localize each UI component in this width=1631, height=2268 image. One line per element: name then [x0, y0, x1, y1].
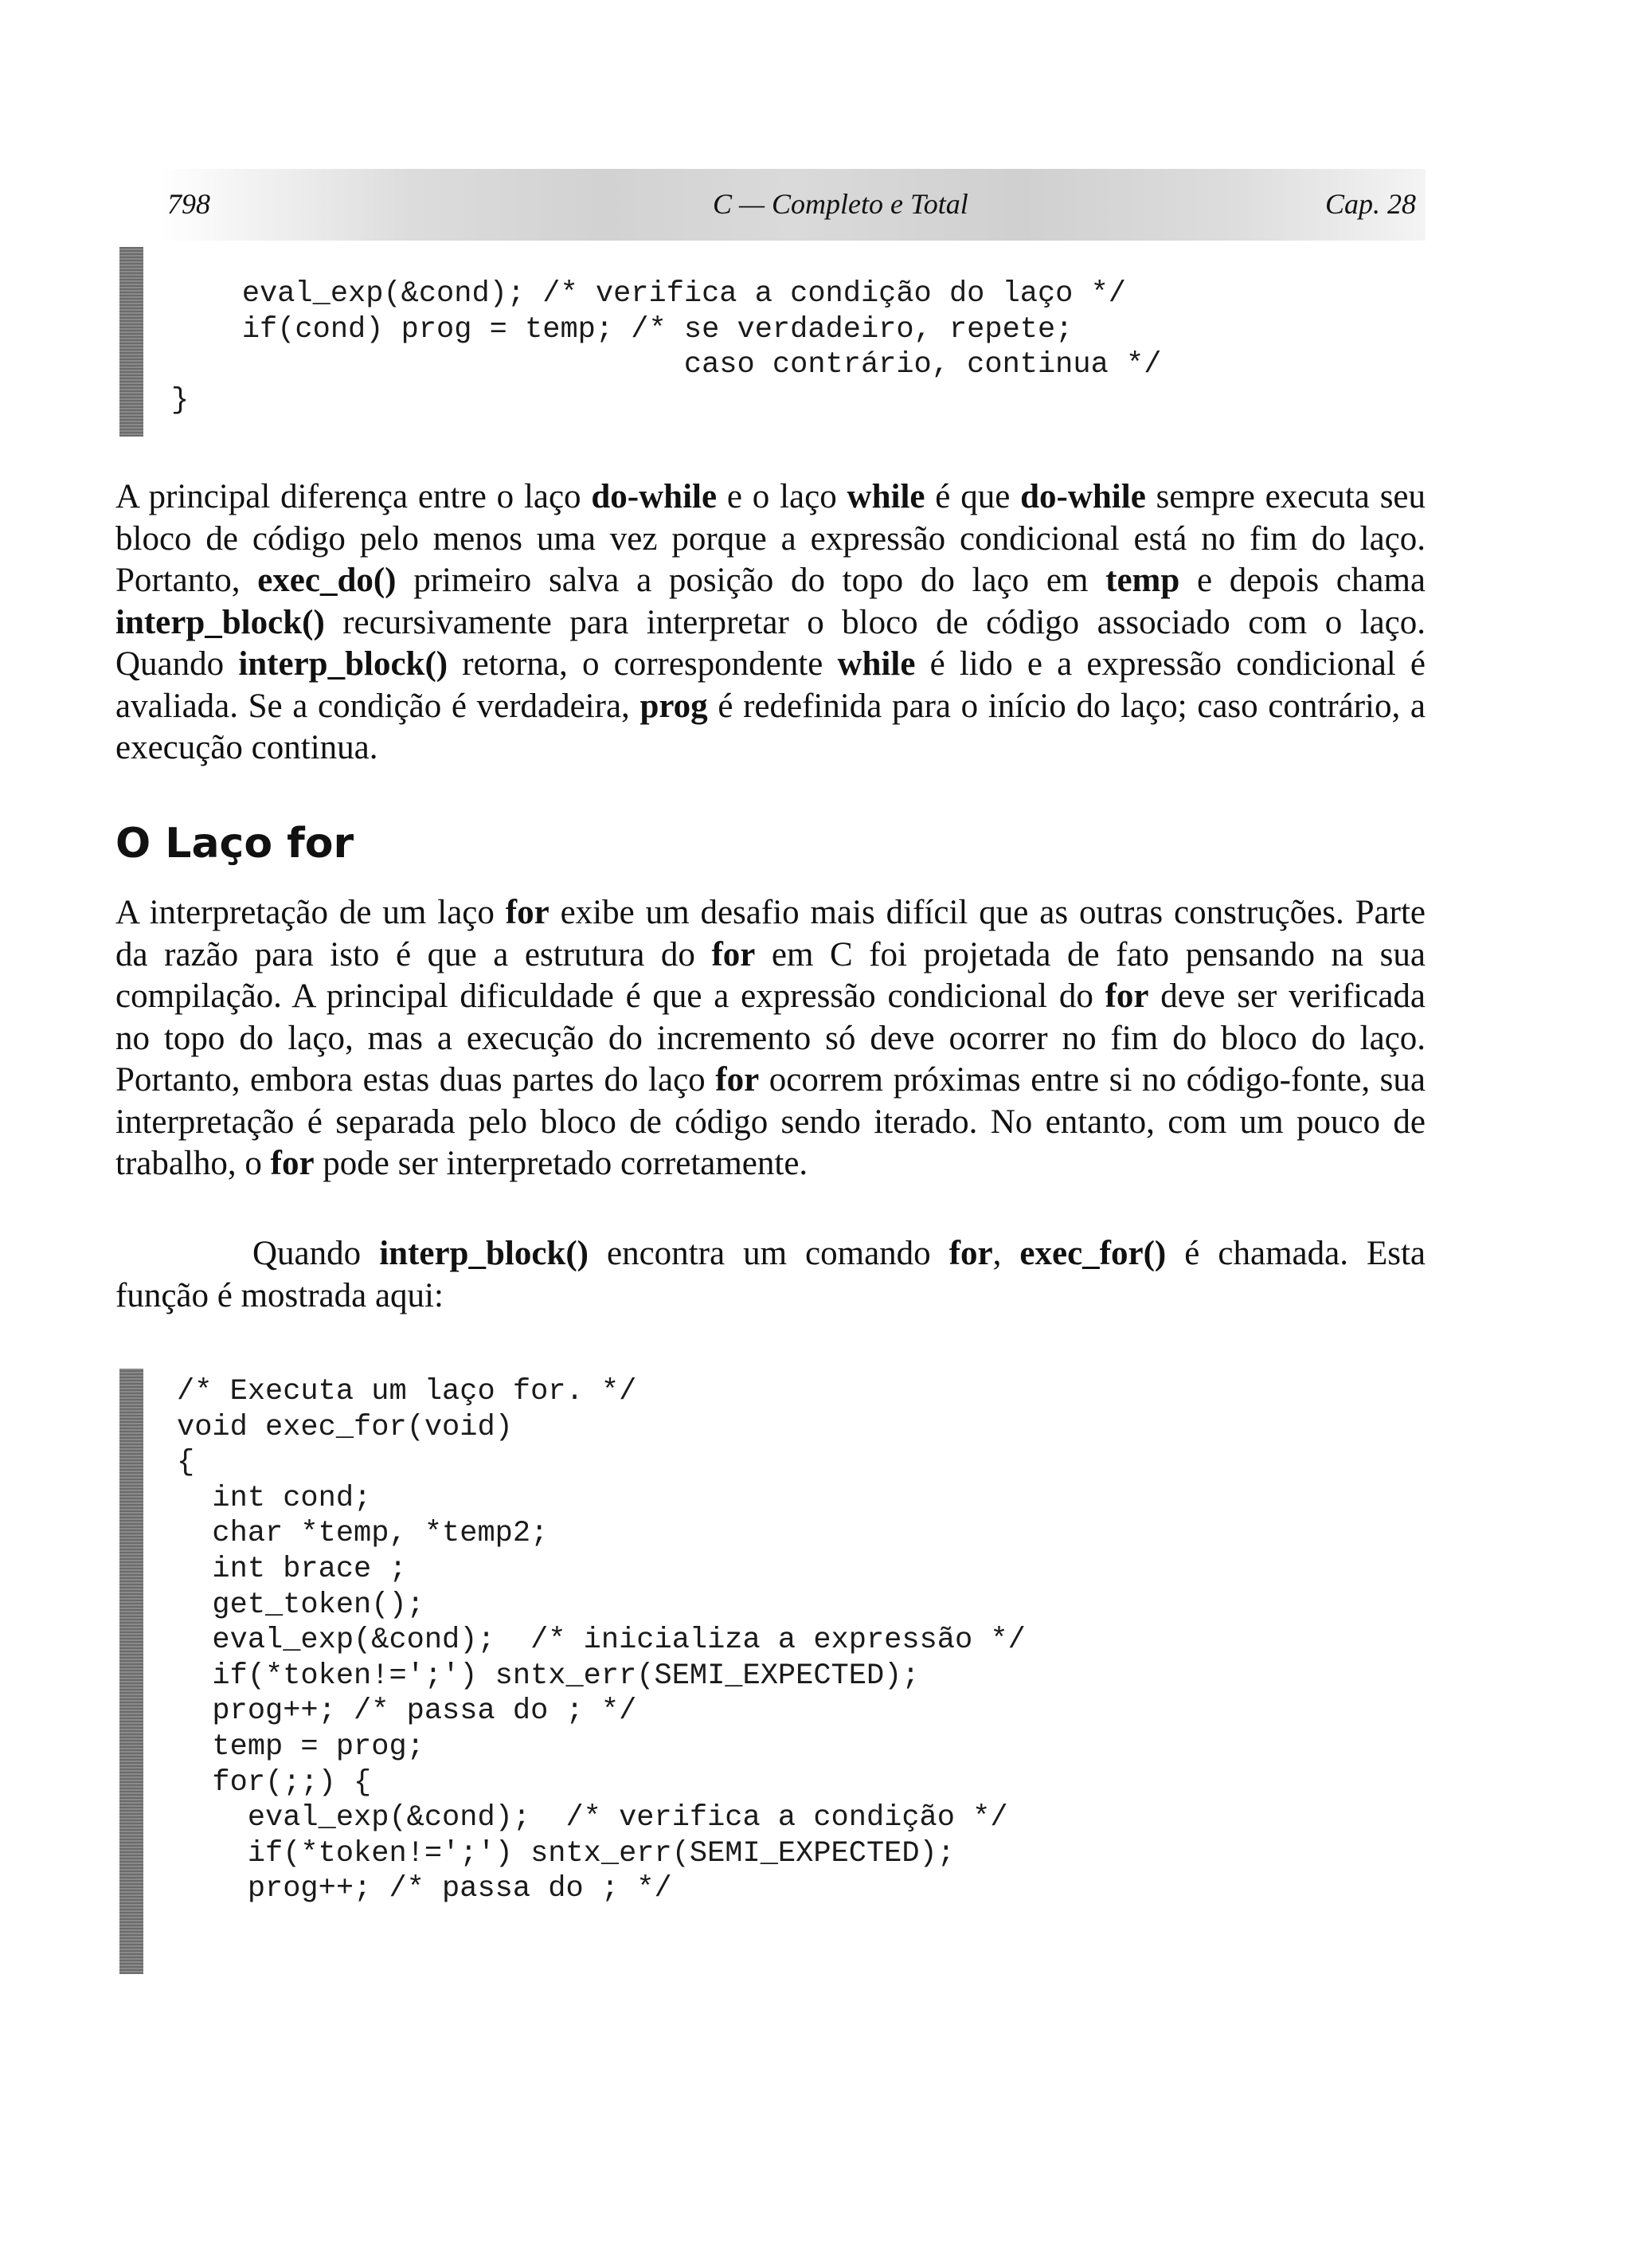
book-title: C — Completo e Total: [713, 188, 968, 220]
text-run: ocorrem próximas entre si no código-fonte, sua interpretação é separada pelo bloco de código sendo iterado. No entanto, com um pouco de trabalho, o: [115, 1061, 1426, 1182]
text-run: e depois chama: [1179, 562, 1426, 599]
code-line: eval_exp(&cond); /* verifica a condição do laço */: [171, 277, 1126, 311]
bold-term: exec_for(): [1019, 1235, 1167, 1272]
text-run: deve ser verificada no topo do laço, mas a execução do incremento só deve ocorrer no fim do bloco do laço. Portanto, embora estas duas partes do laço: [115, 977, 1426, 1099]
text-run: retorna, o correspondente: [448, 645, 838, 683]
text-run: e o laço: [717, 478, 847, 515]
text-run: é que: [925, 478, 1021, 515]
text-run: é chamada. Esta função é mostrada aqui:: [115, 1235, 1426, 1314]
bold-term: for: [270, 1145, 315, 1182]
code-line: }: [171, 383, 190, 417]
code-margin-bar: [119, 247, 143, 437]
code-line: if(*token!=';') sntx_err(SEMI_EXPECTED);: [177, 1836, 955, 1870]
bold-term: for: [711, 935, 756, 973]
section-heading: O Laço for: [115, 820, 354, 868]
bold-term: while: [847, 478, 925, 515]
code-line: int cond;: [177, 1481, 372, 1515]
code-block-exec-for: [177, 1374, 1026, 1907]
code-line: eval_exp(&cond); /* verifica a condição */: [177, 1801, 1008, 1835]
code-line: /* Executa um laço for. */: [177, 1375, 637, 1408]
code-line: int brace ;: [177, 1552, 407, 1586]
text-run: pode ser interpretado corretamente.: [314, 1145, 808, 1182]
chapter-label: Cap. 28: [1324, 188, 1416, 220]
code-line: get_token();: [177, 1588, 424, 1622]
bold-term: while: [837, 645, 916, 683]
paragraph-exec-for: [115, 1233, 1426, 1317]
bold-term: for: [1105, 977, 1149, 1015]
page-number: 798: [167, 188, 210, 220]
text-run: é redefinida para o início do laço; caso contrário, a execução continua.: [115, 687, 1426, 766]
text-run: em C foi projetada de fato pensando na sua compilação. A principal dificuldade é que a expressão condicional do: [115, 935, 1426, 1015]
code-line: {: [177, 1446, 195, 1480]
text-run: sempre executa seu bloco de código pelo menos uma vez porque a expressão condicional está no fim do laço. Portanto,: [115, 478, 1426, 599]
bold-term: for: [505, 894, 550, 931]
text-run: exibe um desafio mais difícil que as outras construções. Parte da razão para isto é que a estrutura do: [115, 894, 1426, 973]
code-line: if(*token!=';') sntx_err(SEMI_EXPECTED);: [177, 1659, 920, 1693]
paragraph-do-while: [115, 476, 1426, 770]
bold-term: temp: [1105, 562, 1180, 599]
text-run: primeiro salva a posição do topo do laço em: [396, 562, 1106, 599]
text-run: é lido e a expressão condicional é avaliada. Se a condição é verdadeira,: [115, 645, 1426, 725]
running-header: [159, 169, 1426, 241]
text-run: recursivamente para interpretar o bloco de código associado com o laço. Quando: [115, 603, 1426, 683]
text-run: A interpretação de um laço: [115, 894, 506, 931]
bold-term: do-while: [591, 478, 718, 515]
bold-term: interp_block(): [379, 1235, 589, 1272]
code-line: prog++; /* passa do ; */: [177, 1694, 637, 1729]
code-line: if(cond) prog = temp; /* se verdadeiro, repete;: [171, 312, 1074, 347]
code-line: temp = prog;: [177, 1729, 424, 1764]
code-line: prog++; /* passa do ; */: [177, 1872, 672, 1906]
code-line: for(;;) {: [177, 1765, 372, 1800]
code-margin-bar: [119, 1369, 143, 1974]
code-line: caso contrário, continua */: [171, 348, 1162, 382]
bold-term: interp_block(): [238, 645, 448, 683]
bold-term: interp_block(): [115, 603, 325, 641]
bold-term: do-while: [1020, 478, 1146, 515]
code-line: char *temp, *temp2;: [177, 1517, 549, 1551]
code-line: eval_exp(&cond); /* inicializa a expressão */: [177, 1624, 1026, 1658]
code-block-top: [171, 276, 1161, 418]
text-run: Quando: [252, 1235, 380, 1272]
bold-term: for: [948, 1235, 993, 1272]
text-run: ,: [992, 1235, 1020, 1272]
bold-term: exec_do(): [257, 562, 397, 599]
text-run: encontra um comando: [588, 1235, 949, 1272]
bold-term: for: [715, 1061, 760, 1099]
text-run: A principal diferença entre o laço: [115, 478, 592, 515]
paragraph-for-intro: [115, 892, 1426, 1185]
code-line: void exec_for(void): [177, 1410, 513, 1444]
bold-term: prog: [639, 687, 708, 725]
